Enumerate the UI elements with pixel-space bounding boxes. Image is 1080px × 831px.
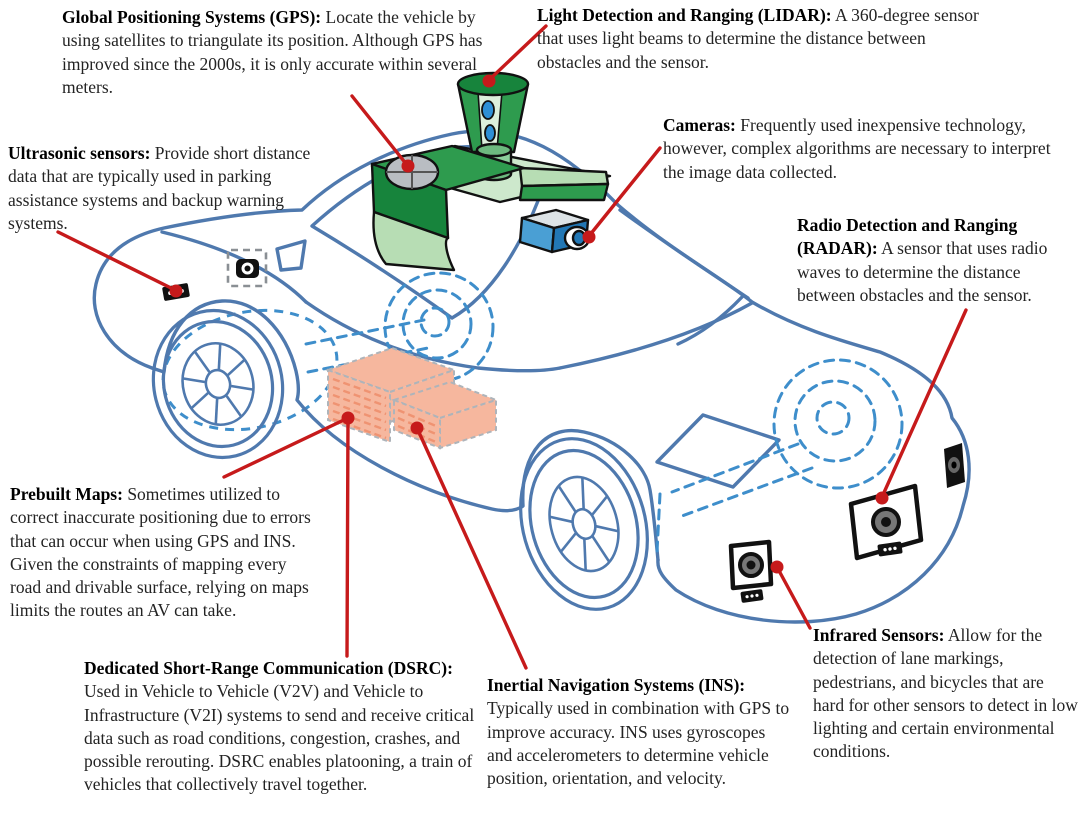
rear-wheel [501,424,666,625]
annotation-infrared-title: Infrared Sensors: [813,625,945,645]
annotation-ins-title: Inertial Navigation Systems (INS): [487,675,746,695]
gps-antenna-block [372,146,524,270]
annotation-radar-text: A sensor that uses radio waves to determine the distance between obstacles and the sensor. [797,238,1048,305]
annotation-gps-text: Locate the vehicle by using satellites to triangulate its position. Although GPS has improved since the 2000s, it is only accurate within several meters. [62,7,483,97]
annotation-infrared [813,624,1079,764]
leader-infrared [777,567,810,628]
annotation-cameras-text: Frequently used inexpensive technology, however, complex algorithms are necessary to interpret the image data collected. [663,115,1051,182]
annotation-dsrc-text: Used in Vehicle to Vehicle (V2V) and Vehicle to Infrastructure (V2I) systems to send and receive critical data such as road conditions, congestion, crashes, and possible rerouting. DSRC enables platooning, a train of vehicles that collectively travel together. [84,681,475,795]
annotation-ultrasonic-title: Ultrasonic sensors: [8,143,151,163]
camera-sensor [520,210,589,252]
trunk-panel [657,415,779,487]
leader-ins [417,428,526,668]
annotation-gps-title: Global Positioning Systems (GPS): [62,7,322,27]
prebuilt-maps-stack [328,348,496,448]
annotation-cameras [663,114,1073,184]
front-wheel [138,297,298,472]
corner-sensor [944,443,965,488]
leader-ultrasonic [58,232,175,290]
annotation-prebuilt-maps-text: Sometimes utilized to correct inaccurate positioning due to errors that can occur when using GPS and INS. Given the constraints of mapping every road and drivable surface, relying on maps limits the routes an AV can take. [10,484,311,621]
leader-prebuilt-maps [224,418,348,477]
annotation-ins [487,674,793,790]
leader-dsrc [347,418,348,656]
annotation-ins-text: Typically used in combination with GPS to improve accuracy. INS uses gyroscopes and accelerometers to determine vehicle position, orientation, and velocity. [487,698,790,789]
annotation-radar-title: Radio Detection and Ranging (RADAR): [797,215,1018,259]
annotation-prebuilt-maps-title: Prebuilt Maps: [10,484,123,504]
annotation-cameras-title: Cameras: [663,115,736,135]
annotation-lidar-text: A 360-degree sensor that uses light beams to determine the distance between obstacles and the sensor. [537,5,979,72]
annotation-radar [797,214,1080,307]
annotation-dsrc-title: Dedicated Short-Range Communication (DSRC): [84,658,453,678]
annotation-dsrc [84,657,480,797]
annotation-gps [62,6,514,99]
roof-wing-side [520,184,608,200]
annotation-ultrasonic [8,142,324,235]
annotation-infrared-text: Allow for the detection of lane markings, pedestrians, and bicycles that are hard for other sensors to detect in low lighting and certain environmental conditions. [813,625,1078,762]
leader-gps [352,96,407,165]
infrared-sensor [731,542,771,603]
annotation-prebuilt-maps [10,483,312,623]
annotation-lidar [537,4,985,74]
annotation-ultrasonic-text: Provide short distance data that are typically used in parking assistance systems and backup warning systems. [8,143,311,233]
annotation-lidar-title: Light Detection and Ranging (LIDAR): [537,5,832,25]
